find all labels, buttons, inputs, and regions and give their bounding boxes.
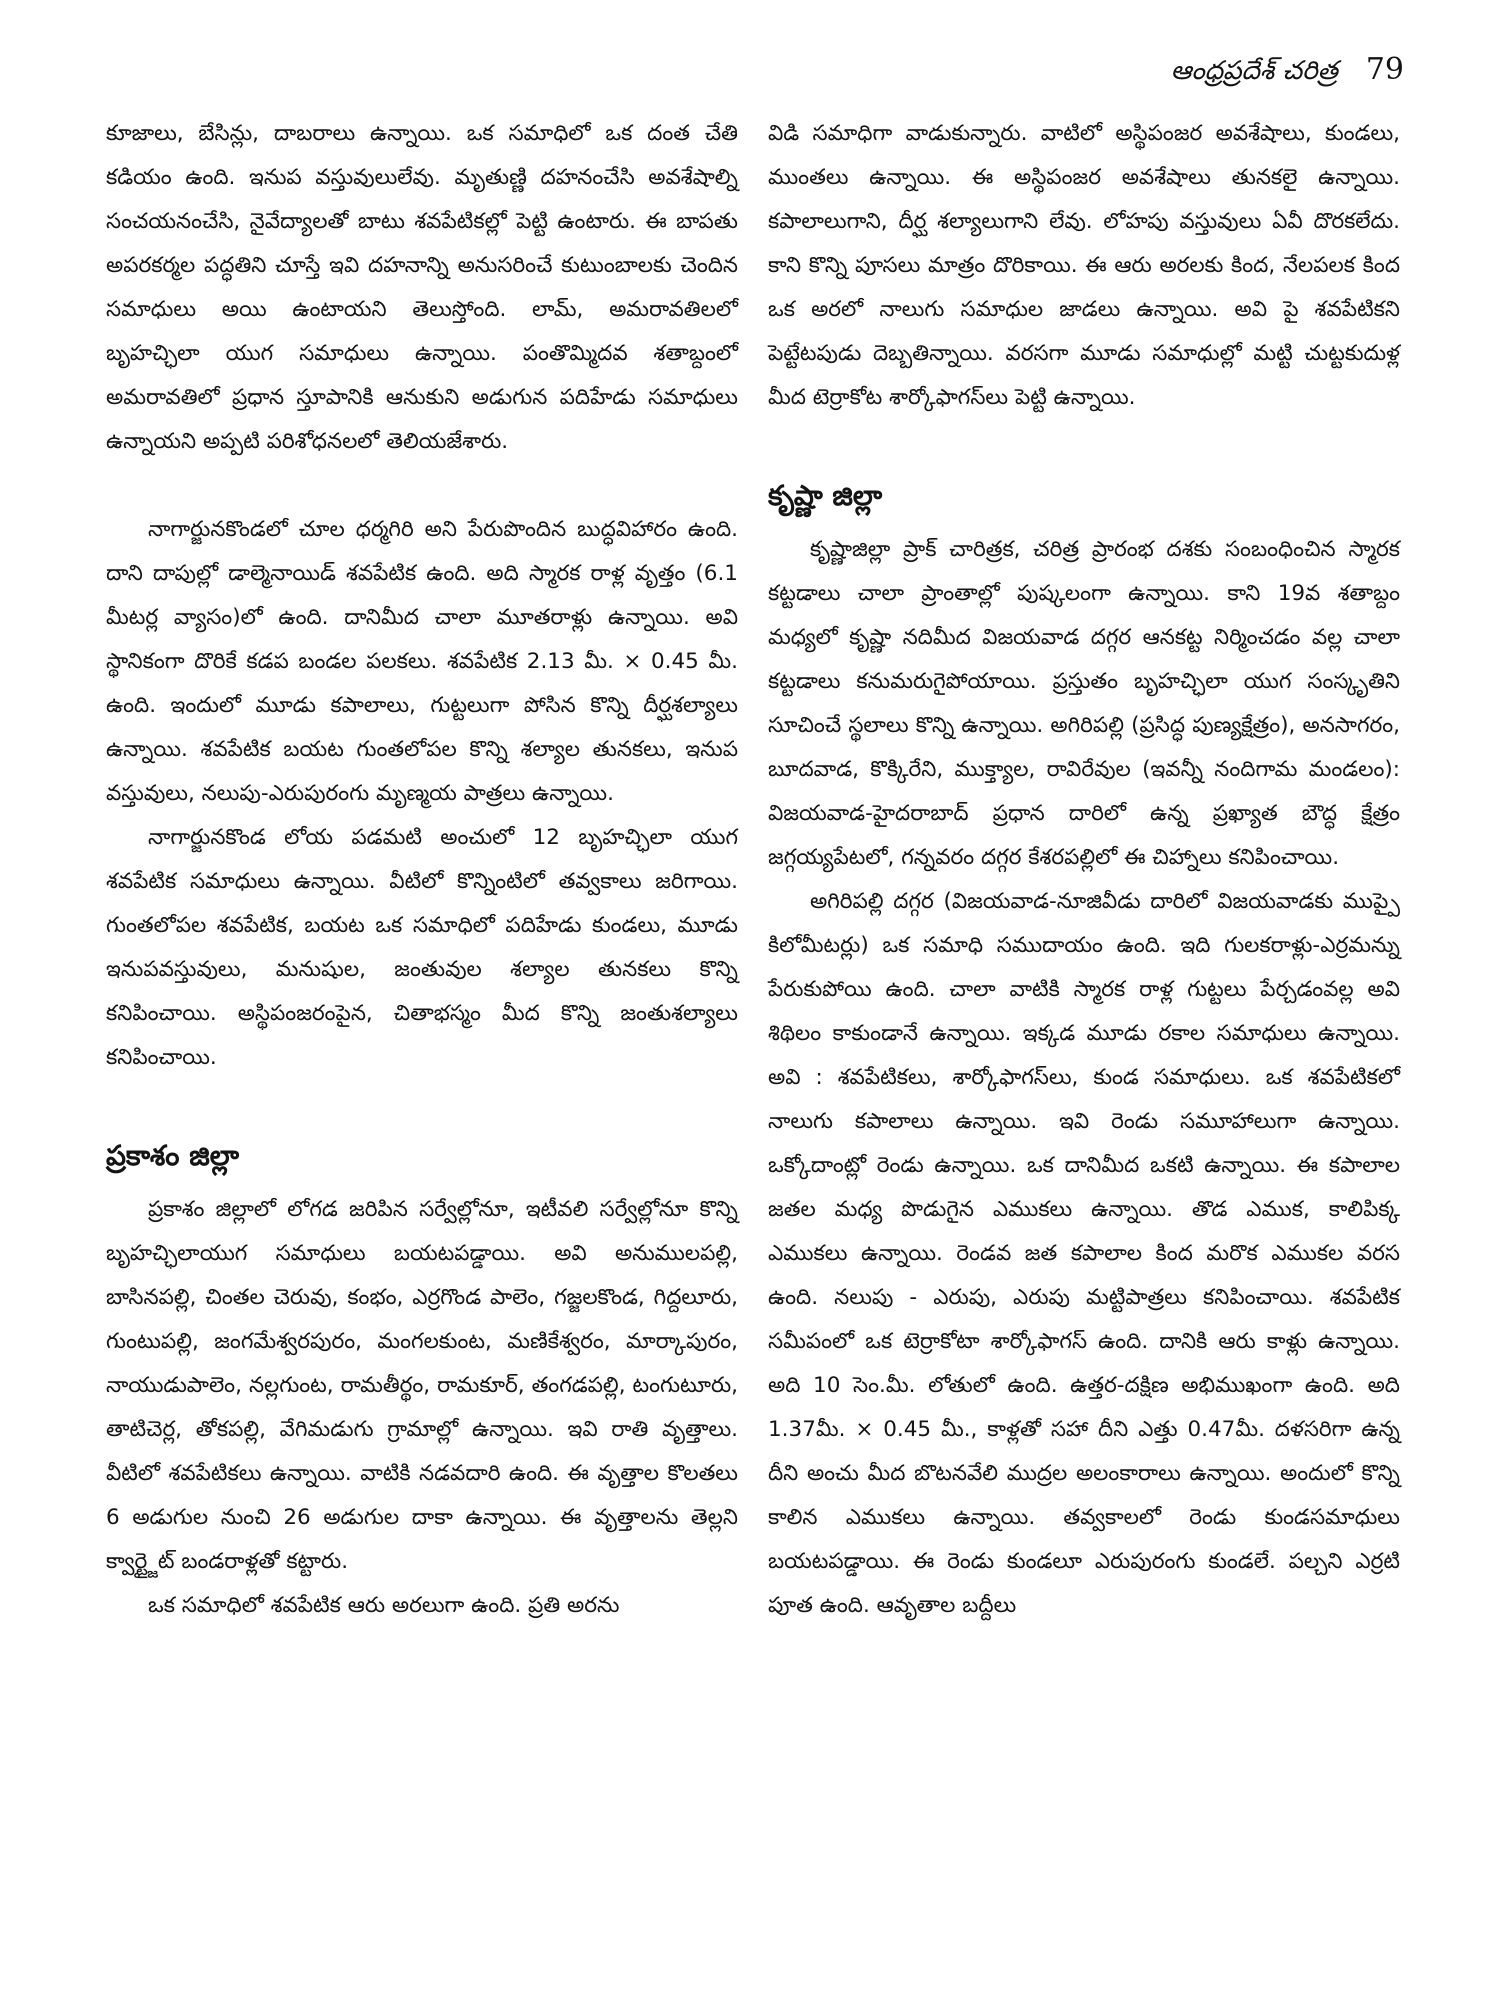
right-column — [768, 112, 1400, 1628]
page-number: 79 — [1365, 52, 1404, 87]
paragraph: అగిరిపల్లి దగ్గర (విజయవాడ-నూజివీడు దారిలో విజయవాడకు ముప్పై కిలోమీటర్లు) ఒక సమాధి సముదాయం ఉంది. ఇది గులకరాళ్లు-ఎర్రమన్ను పేరుకుపోయి ఉంది. చాలా వాటికి స్మారక రాళ్ల గుట్టలు పేర్చడంవల్ల అవి శిథిలం కాకుండానే ఉన్నాయి. ఇక్కడ మూడు రకాల సమాధులు ఉన్నాయి. అవి : శవపేటికలు, శార్కోఫాగస్‌లు, కుండ సమాధులు. ఒక శవపేటికలో నాలుగు కపాలాలు ఉన్నాయి. ఇవి రెండు సమూహాలుగా ఉన్నాయి. ఒక్కోదాంట్లో రెండు ఉన్నాయి. ఒక దానిమీద ఒకటి ఉన్నాయి. ఈ కపాలాల జతల మధ్య పొడుగైన ఎముకలు ఉన్నాయి. తొడ ఎముక, కాలిపిక్క ఎముకలు ఉన్నాయి. రెండవ జత కపాలాల కింద మరొక ఎముకల వరస ఉంది. నలుపు - ఎరుపు, ఎరుపు మట్టిపాత్రలు కనిపించాయి. శవపేటిక సమీపంలో ఒక టెర్రాకోటా శార్కోఫాగస్ ఉంది. దానికి ఆరు కాళ్లు ఉన్నాయి. అది 10 సెం.మీ. లోతులో ఉంది. ఉత్తర-దక్షిణ అభిముఖంగా ఉంది. అది 1.37మీ. × 0.45 మీ., కాళ్లతో సహా దీని ఎత్తు 0.47మీ. దళసరిగా ఉన్న దీని అంచు మీద బొటనవేలి ముద్రల అలంకారాలు ఉన్నాయి. అందులో కొన్ని కాలిన ఎముకలు ఉన్నాయి. తవ్వకాలలో రెండు కుండసమాధులు బయటపడ్డాయి. ఈ రెండు కుండలూ ఎరుపురంగు కుండలే. పల్చని ఎర్రటి పూత ఉంది. ఆవృతాల బద్దీలు — [768, 889, 1400, 1618]
paragraph: ఒక సమాధిలో శవపేటిక ఆరు అరలుగా ఉంది. ప్రతి అరను — [148, 1593, 620, 1618]
section-heading: కృష్ణా జిల్లా — [768, 479, 883, 512]
running-title: ఆంధ్రప్రదేశ్ చరిత్ర — [1170, 56, 1338, 86]
paragraph: విడి సమాధిగా వాడుకున్నారు. వాటిలో అస్థిపంజర అవశేషాలు, కుండలు, ముంతలు ఉన్నాయి. ఈ అస్థిపంజర అవశేషాలు తునకలై ఉన్నాయి. కపాలాలుగాని, దీర్ఘ శల్యాలుగాని లేవు. లోహపు వస్తువులు ఏవీ దొరకలేదు. కాని కొన్ని పూసలు మాత్రం దొరికాయి. ఈ ఆరు అరలకు కింద, నేలపలక కింద ఒక అరలో నాలుగు సమాధుల జాడలు ఉన్నాయి. అవి పై శవపేటికని పెట్టేటపుడు దెబ్బతిన్నాయి. వరసగా మూడు సమాధుల్లో మట్టి చుట్టకుదుళ్ల మీద టెర్రాకోట శార్కోఫాగస్‌లు పెట్టి ఉన్నాయి. — [768, 121, 1400, 410]
paragraph: కృష్ణాజిల్లా ప్రాక్ చారిత్రక, చరిత్ర ప్రారంభ దశకు సంబంధించిన స్మారక కట్టడాలు చాలా ప్రాంతాల్లో పుష్కలంగా ఉన్నాయి. కాని 19వ శతాబ్దం మధ్యలో కృష్ణా నదిమీద విజయవాడ దగ్గర ఆనకట్ట నిర్మించడం వల్ల చాలా కట్టడాలు కనుమరుగైపోయాయి. ప్రస్తుతం బృహచ్ఛిలా యుగ సంస్కృతిని సూచించే స్థలాలు కొన్ని ఉన్నాయి. అగిరిపల్లి (ప్రసిద్ధ పుణ్యక్షేత్రం), అనసాగరం, బూదవాడ, కొక్కిరేని, ముక్త్యాల, రావిరేవుల (ఇవన్నీ నందిగామ మండలం): విజయవాడ-హైదరాబాద్ ప్రధాన దారిలో ఉన్న ప్రఖ్యాత బౌద్ధ క్షేత్రం జగ్గయ్యపేటలో, గన్నవరం దగ్గర కేశరపల్లిలో ఈ చిహ్నాలు కనిపించాయి. — [768, 537, 1400, 870]
paragraph: నాగార్జునకొండలో చూల ధర్మగిరి అని పేరుపొందిన బుద్ధవిహారం ఉంది. దాని దాపుల్లో డాల్మెనాయిడ్ శవపేటిక ఉంది. అది స్మారక రాళ్ల వృత్తం (6.1 మీటర్ల వ్యాసం)లో ఉంది. దానిమీద చాలా మూతరాళ్లు ఉన్నాయి. అవి స్థానికంగా దొరికే కడప బండల పలకలు. శవపేటిక 2.13 మీ. × 0.45 మీ. ఉంది. ఇందులో మూడు కపాలాలు, గుట్టలుగా పోసిన కొన్ని దీర్ఘశల్యాలు ఉన్నాయి. శవపేటిక బయట గుంతలోపల కొన్ని శల్యాల తునకలు, ఇనుప వస్తువులు, నలుపు-ఎరుపురంగు మృణ్మయ పాత్రలు ఉన్నాయి. — [106, 517, 738, 806]
paragraph: నాగార్జునకొండ లోయ పడమటి అంచులో 12 బృహచ్ఛిలా యుగ శవపేటిక సమాధులు ఉన్నాయి. వీటిలో కొన్నింటిలో తవ్వకాలు జరిగాయి. గుంతలోపల శవపేటిక, బయట ఒక సమాధిలో పదిహేడు కుండలు, మూడు ఇనుపవస్తువులు, మనుషుల, జంతువుల శల్యాల తునకలు కొన్ని కనిపించాయి. అస్థిపంజరంపైన, చితాభస్మం మీద కొన్ని జంతుశల్యాలు కనిపించాయి. — [106, 825, 738, 1070]
page-header — [1171, 52, 1404, 92]
paragraph: కూజాలు, బేసిన్లు, దాబరాలు ఉన్నాయి. ఒక సమాధిలో ఒక దంత చేతి కడియం ఉంది. ఇనుప వస్తువులులేవు. మృతుణ్ణి దహనంచేసి అవశేషాల్ని సంచయనంచేసి, నైవేద్యాలతో బాటు శవపేటికల్లో పెట్టి ఉంటారు. ఈ బాపతు అపరకర్మల పద్ధతిని చూస్తే ఇవి దహనాన్ని అనుసరించే కుటుంబాలకు చెందిన సమాధులు అయి ఉంటాయని తెలుస్తోంది. లామ్, అమరావతిలలో బృహచ్ఛిలా యుగ సమాధులు ఉన్నాయి. పంతొమ్మిదవ శతాబ్దంలో అమరావతిలో ప్రధాన స్తూపానికి ఆనుకుని అడుగున పదిహేడు సమాధులు ఉన్నాయని అప్పటి పరిశోధనలలో తెలియజేశారు. — [106, 121, 738, 454]
left-column — [106, 112, 738, 1628]
section-heading: ప్రకాశం జిల్లా — [106, 1139, 240, 1172]
paragraph: ప్రకాశం జిల్లాలో లోగడ జరిపిన సర్వేల్లోనూ, ఇటీవలి సర్వేల్లోనూ కొన్ని బృహచ్ఛిలాయుగ సమాధులు బయటపడ్డాయి. అవి అనుములపల్లి, బాసినపల్లి, చింతల చెరువు, కంభం, ఎర్రగొండ పాలెం, గజ్జలకొండ, గిద్దలూరు, గుంటుపల్లి, జంగమేశ్వరపురం, మంగలకుంట, మణికేశ్వరం, మార్కాపురం, నాయుడుపాలెం, నల్లగుంట, రామతీర్థం, రామకూర్, తంగడపల్లి, టంగుటూరు, తాటిచెర్ల, తోకపల్లి, వేగిమడుగు గ్రామాల్లో ఉన్నాయి. ఇవి రాతి వృత్తాలు. వీటిలో శవపేటికలు ఉన్నాయి. వాటికి నడవదారి ఉంది. ఈ వృత్తాల కొలతలు 6 అడుగుల నుంచి 26 అడుగుల దాకా ఉన్నాయి. ఈ వృత్తాలను తెల్లని క్వార్ట్జైట్ బండరాళ్లతో కట్టారు. — [106, 1197, 738, 1574]
